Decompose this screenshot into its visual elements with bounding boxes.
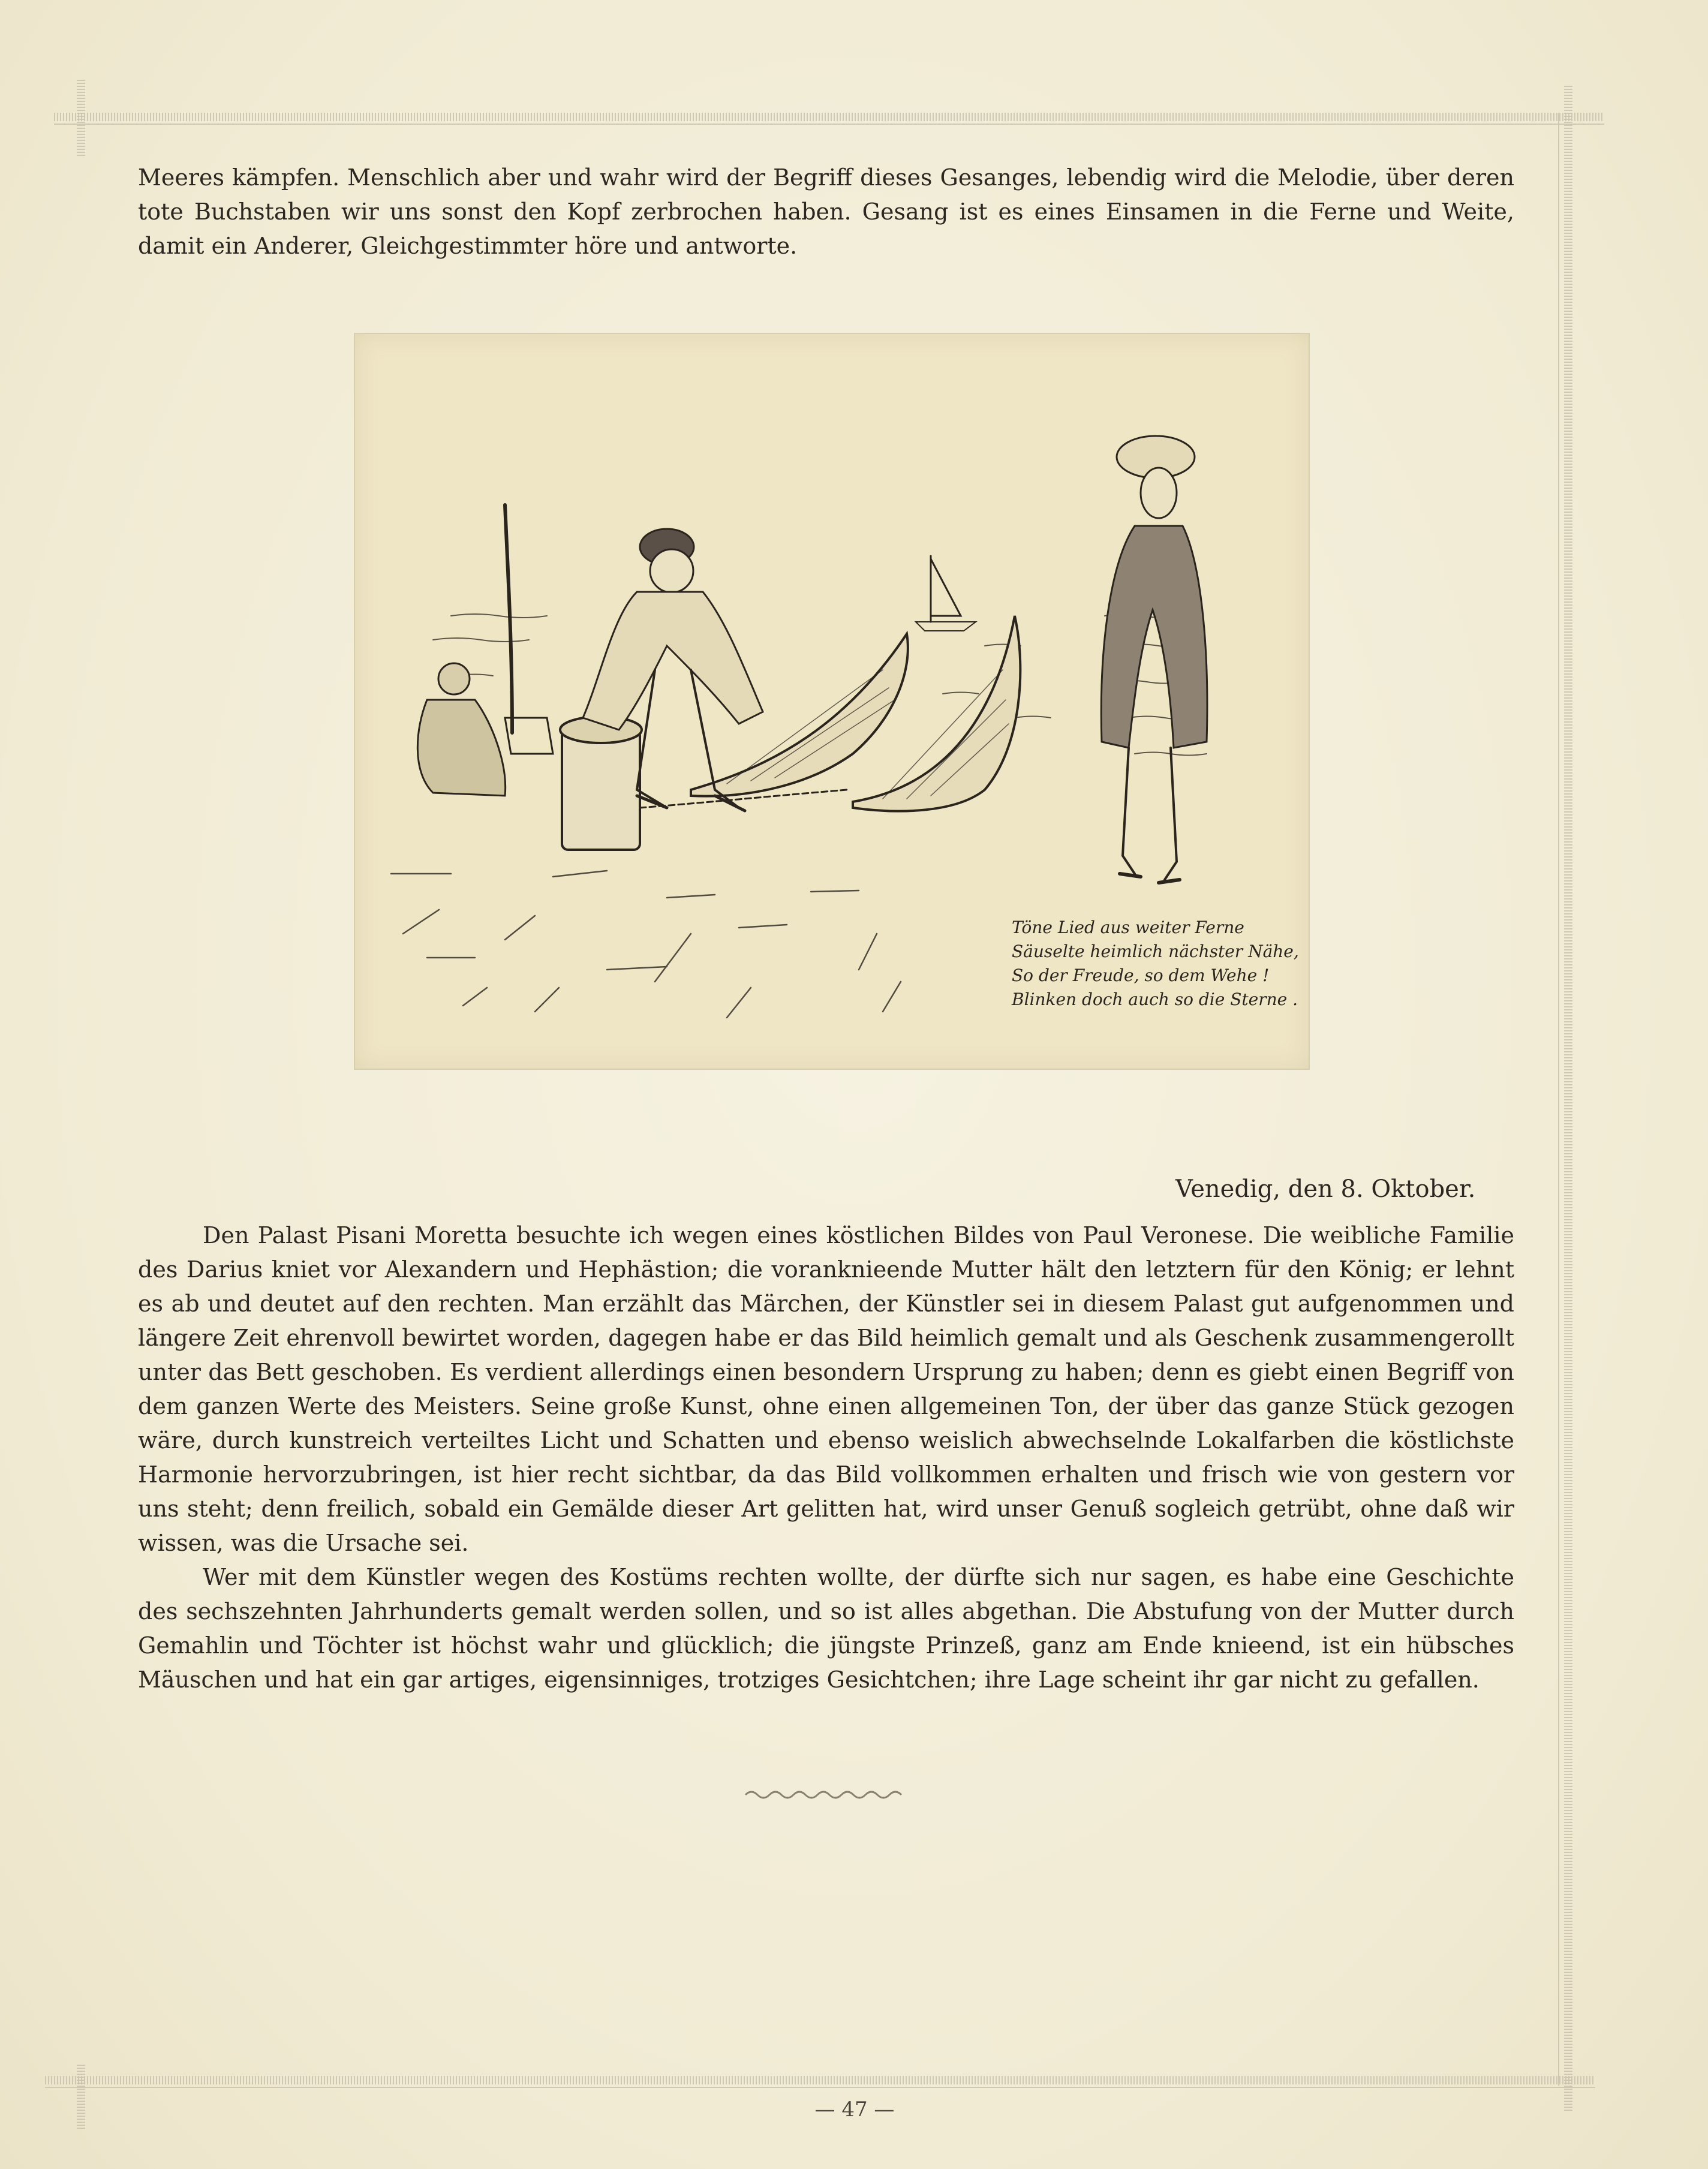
illustration-plate <box>354 333 1310 1070</box>
mooring-pole <box>505 505 512 733</box>
top-border-line <box>54 124 1604 125</box>
caption-line: Blinken doch auch so die Sterne . <box>1012 989 1298 1009</box>
left-margin-rule-bottom <box>77 2063 85 2129</box>
crouching-boy <box>417 663 553 796</box>
quay-floor <box>391 871 901 1018</box>
wave-ornament <box>742 1786 904 1804</box>
body-text <box>138 1219 1514 1697</box>
paragraph: Den Palast Pisani Moretta besuchte ich wegen eines köstlichen Bildes von Paul Veronese. Die weibliche Familie des Darius kniet vor Alexandern und Hephästion; die voranknieende Mutter hält den letztern für den König; er lehnt es ab und deutet auf den rechten. Man erzählt das Märchen, der Künstler sei in diesem Palast gut aufgenommen und längere Zeit ehrenvoll bewirtet worden, dagegen habe er das Bild heimlich gemalt und als Geschenk zusammengerollt unter das Bett geschoben. Es verdient allerdings einen besondern Ursprung zu haben; denn es giebt einen Begriff von dem ganzen Werte des Meisters. Seine große Kunst, ohne einen allgemeinen Ton, der über das ganze Stück gezogen wäre, durch kunstreich verteiltes Licht und Schatten und ebenso weislich abwechselnde Lokalfarben die köstlichste Harmonie hervorzubringen, ist hier recht sichtbar, da das Bild vollkommen erhalten und frisch wie von gestern vor uns steht; denn freilich, sobald ein Gemälde dieser Art gelitten hat, wird unser Genuß sogleich getrübt, ohne daß wir wissen, was die Ursache sei. <box>138 1222 1514 1556</box>
top-paragraph-block <box>138 161 1514 263</box>
right-border-rule <box>1564 84 1572 2111</box>
top-border-rule <box>54 113 1604 121</box>
caption-line: Töne Lied aus weiter Ferne <box>1012 917 1244 937</box>
page-number: — 47 — <box>814 2098 895 2122</box>
dateline: Venedig, den 8. Oktober. <box>1175 1175 1476 1203</box>
caption-line: So der Freude, so dem Wehe ! <box>1012 965 1270 985</box>
right-border-line <box>1558 113 1559 2086</box>
paragraph: Wer mit dem Künstler wegen des Kostüms rechten wollte, der dürfte sich nur sagen, es habe eine Geschichte des sechszehnten Jahrhunderts gemalt werden sollen, und so ist alles abgethan. Die Abstufung von der Mutter durch Gemahlin und Töchter ist höchst wahr und glücklich; die jüngste Prinzeß, ganz am Ende knieend, ist ein hübsches Mäuschen und hat ein gar artiges, eigensinniges, trotziges Gesichtchen; ihre Lage scheint ihr gar nicht zu gefallen. <box>138 1564 1514 1693</box>
poem-caption <box>1012 916 1299 1012</box>
distant-sail <box>931 556 961 622</box>
caption-line: Säuselte heimlich nächster Nähe, <box>1012 941 1299 961</box>
left-margin-rule <box>77 78 85 156</box>
top-paragraph: Meeres kämpfen. Menschlich aber und wahr wird der Begriff dieses Gesanges, lebendig wird die Melodie, über deren tote Buchstaben wir uns sonst den Kopf zerbrochen haben. Gesang ist es eines Einsamen in die Ferne und Weite, damit ein Anderer, Gleichgestimmter höre und antworte. <box>138 164 1514 259</box>
standing-man <box>1101 436 1207 883</box>
bottom-border-line <box>45 2087 1595 2088</box>
bottom-border-rule <box>45 2076 1595 2084</box>
